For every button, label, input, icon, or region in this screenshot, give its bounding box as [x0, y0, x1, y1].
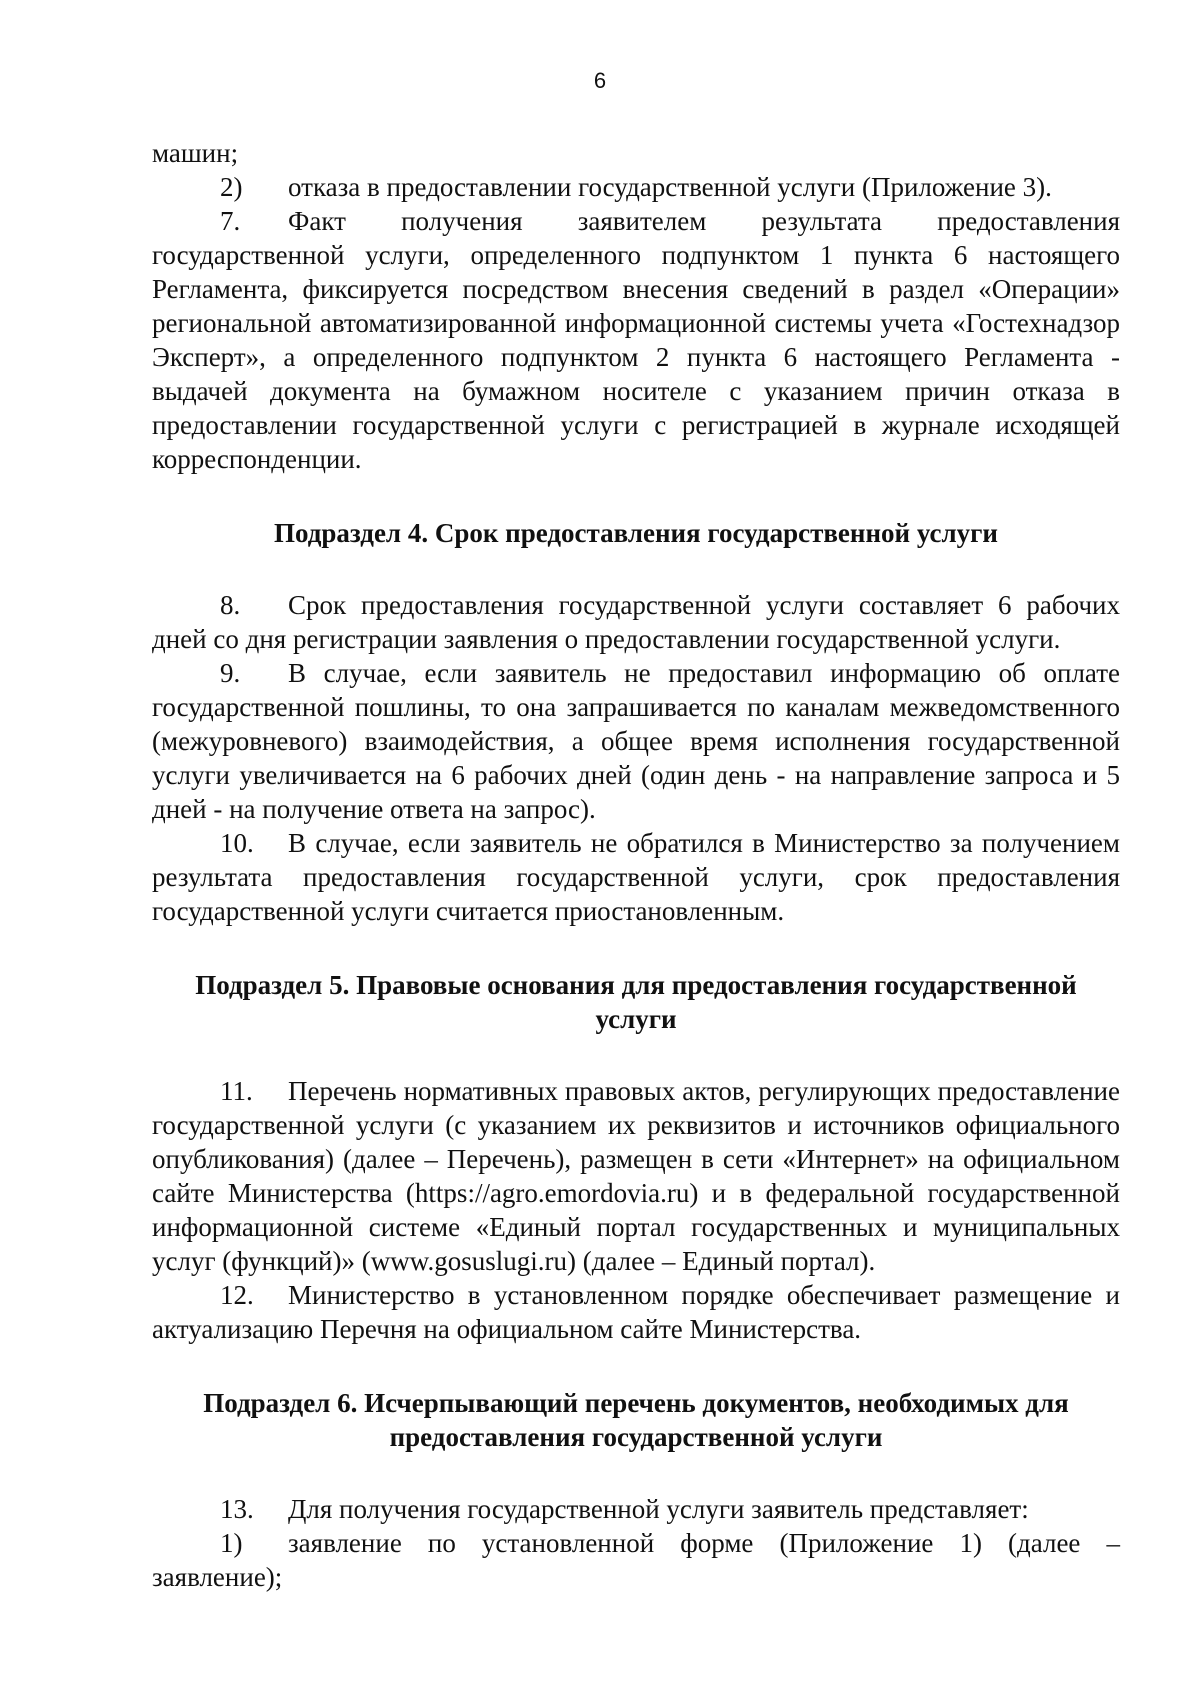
paragraph-8: [152, 588, 1120, 656]
paragraph-number: 11.: [220, 1076, 253, 1106]
section-heading-5: Подраздел 5. Правовые основания для предоставления государственной услуги: [195, 970, 1077, 1034]
paragraph-10: [152, 826, 1120, 928]
paragraph-text: Перечень нормативных правовых актов, регулирующих предоставление государственной услуги (с указанием их реквизитов и источников официального опубликования) (далее – Перечень), размещен в сети «Интернет» на официальном сайте Министерства (https://agro.emordovia.ru) и в федеральной государственной информационной системе «Единый портал государственных и муниципальных услуг (функций)» (www.gosuslugi.ru) (далее – Единый портал).: [152, 1076, 1120, 1276]
item-number: 2): [220, 172, 243, 202]
paragraph-text: Для получения государственной услуги заявитель представляет:: [288, 1494, 1029, 1524]
paragraph-text: Срок предоставления государственной услуги составляет 6 рабочих дней со дня регистрации заявления о предоставлении государственной услуги.: [152, 590, 1120, 654]
paragraph-13: [152, 1492, 1120, 1526]
paragraph-7: [152, 204, 1120, 476]
paragraph-number: 9.: [220, 658, 241, 688]
item-text: заявление по установленной форме (Приложение 1) (далее – заявление);: [152, 1528, 1120, 1592]
paragraph-number: 13.: [220, 1494, 254, 1524]
paragraph-text: Министерство в установленном порядке обеспечивает размещение и актуализацию Перечня на официальном сайте Министерства.: [152, 1280, 1120, 1344]
paragraph-number: 12.: [220, 1280, 254, 1310]
paragraph-9: [152, 656, 1120, 826]
list-item-1: [152, 1526, 1120, 1594]
page-number: 6: [593, 68, 607, 93]
item-text: отказа в предоставлении государственной услуги (Приложение 3).: [288, 172, 1052, 202]
paragraph-text: В случае, если заявитель не обратился в Министерство за получением результата предоставления государственной услуги, срок предоставления государственной услуги считается приостановленным.: [152, 828, 1120, 926]
paragraph-text: Факт получения заявителем результата предоставления государственной услуги, определенного подпунктом 1 пункта 6 настоящего Регламента, фиксируется посредством внесения сведений в раздел «Операции» региональной автоматизированной информационной системы учета «Гостехнадзор Эксперт», а определенного подпунктом 2 пункта 6 настоящего Регламента - выдачей документа на бумажном носителе с указанием причин отказа в предоставлении государственной услуги с регистрацией в журнале исходящей корреспонденции.: [152, 206, 1120, 474]
paragraph-text: В случае, если заявитель не предоставил информацию об оплате государственной пошлины, то она запрашивается по каналам межведомственного (межуровневого) взаимодействия, а общее время исполнения государственной услуги увеличивается на 6 рабочих дней (один день - на направление запроса и 5 дней - на получение ответа на запрос).: [152, 658, 1120, 824]
paragraph-11: [152, 1074, 1120, 1278]
document-body: [152, 136, 1120, 1594]
paragraph-number: 7.: [220, 206, 241, 236]
paragraph-continuation: машин;: [152, 138, 239, 168]
list-item-2: [152, 170, 1120, 204]
paragraph-12: [152, 1278, 1120, 1346]
section-heading-6: Подраздел 6. Исчерпывающий перечень документов, необходимых для предоставления государственной услуги: [203, 1388, 1069, 1452]
section-heading-4: Подраздел 4. Срок предоставления государственной услуги: [274, 518, 998, 548]
paragraph-number: 8.: [220, 590, 241, 620]
paragraph-number: 10.: [220, 828, 254, 858]
item-number: 1): [220, 1528, 243, 1558]
